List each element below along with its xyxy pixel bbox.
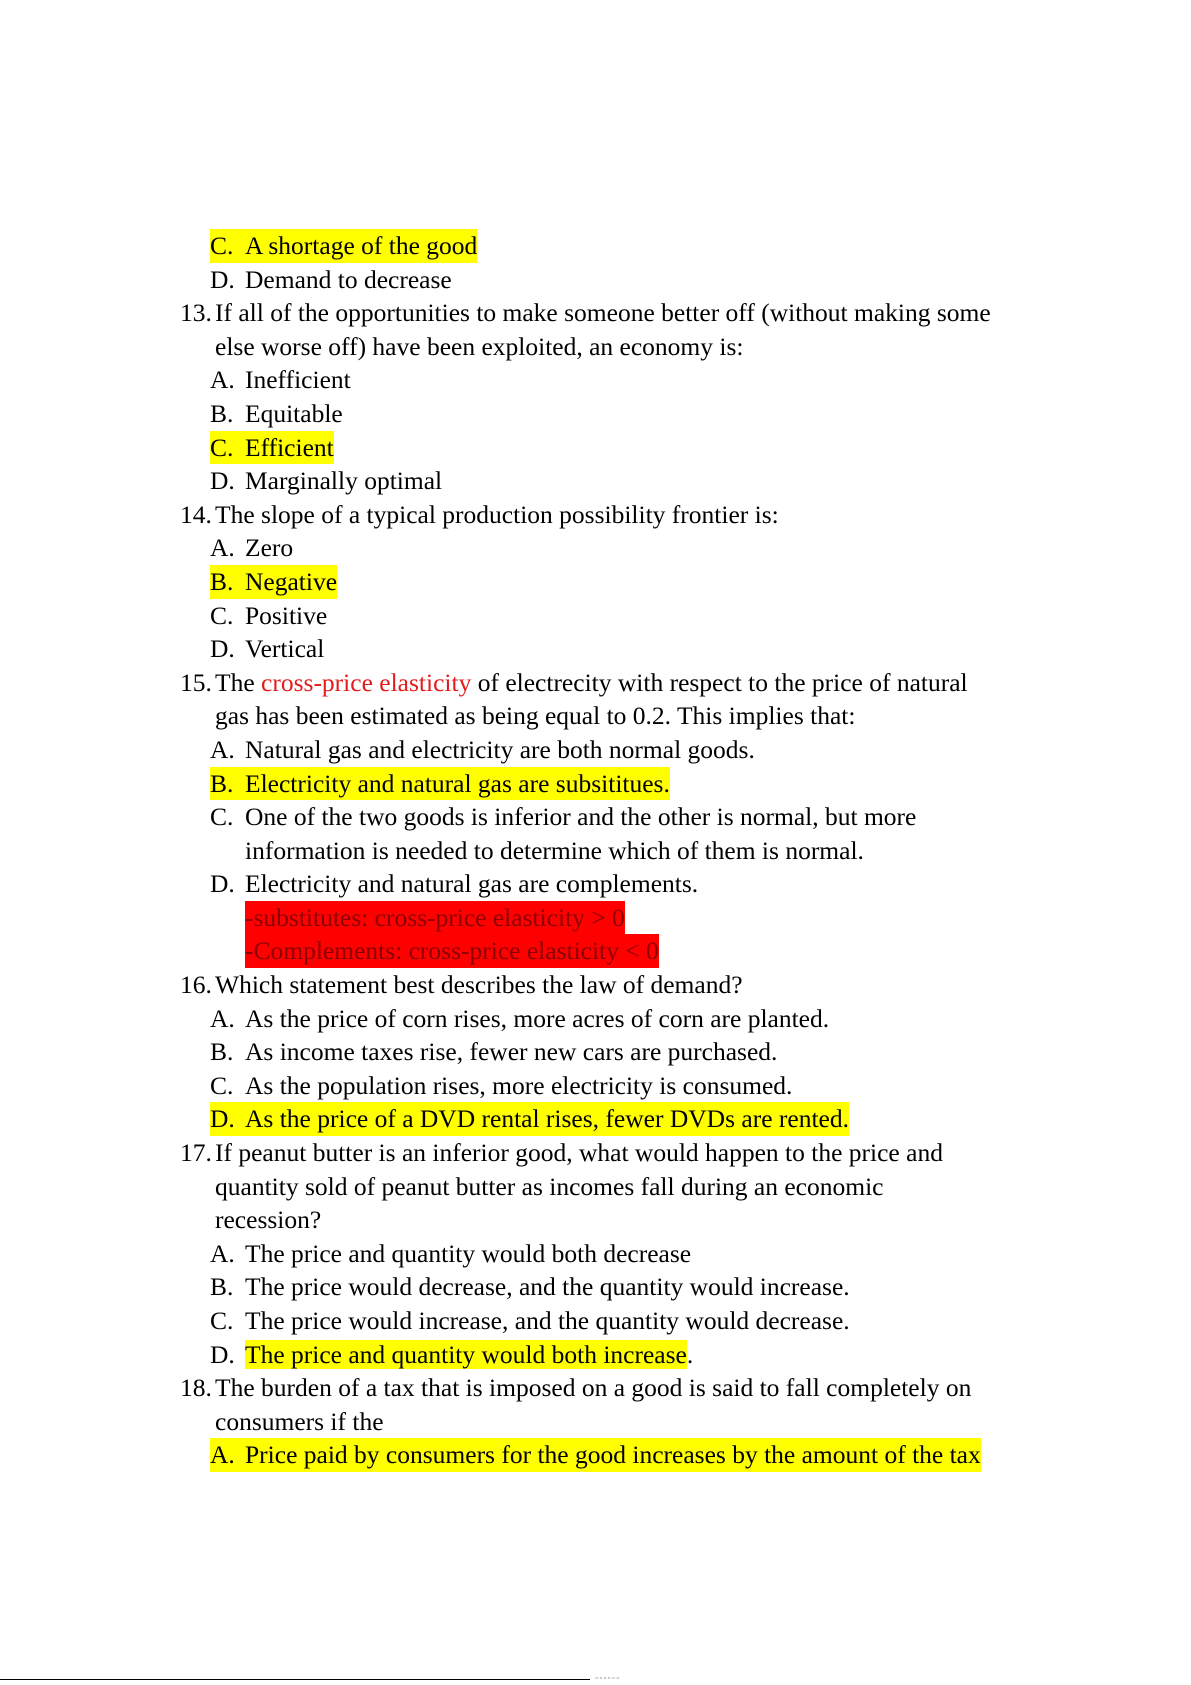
q17-option-a [0, 1237, 1191, 1271]
option-text: Zero [245, 533, 294, 563]
option-letter: D. [210, 869, 235, 899]
option-text: Price paid by consumers for the good increases by the amount of the tax [245, 1438, 981, 1472]
q15-note-complements [0, 934, 1191, 968]
q18-question-line-1 [0, 1371, 1191, 1405]
option-text: As the price of corn rises, more acres of corn are planted. [245, 1003, 830, 1033]
question-text: If all of the opportunities to make someone better off (without making some [215, 298, 991, 328]
option-text: As the population rises, more electricity is consumed. [245, 1070, 793, 1100]
q17-option-b [0, 1270, 1191, 1304]
q16-option-c [0, 1069, 1191, 1103]
option-text: Equitable [245, 398, 343, 428]
q14-option-a [0, 531, 1191, 565]
q12-option-d [0, 263, 1191, 297]
footer-divider [0, 1679, 590, 1680]
q13-option-c [0, 431, 1191, 465]
q13-question-line-1 [0, 296, 1191, 330]
option-letter: A. [210, 1238, 235, 1268]
question-text: The slope of a typical production possibility frontier is: [215, 499, 779, 529]
option-letter: B. [210, 565, 246, 599]
option-letter: B. [210, 1037, 234, 1067]
option-letter: D. [210, 634, 235, 664]
q18-question-line-2 [0, 1405, 1191, 1439]
option-text: One of the two goods is inferior and the other is normal, but more [245, 802, 917, 832]
q17-option-c [0, 1304, 1191, 1338]
q15-note-substitutes [0, 901, 1191, 935]
q14-option-d [0, 632, 1191, 666]
q12-option-c [0, 229, 1191, 263]
option-text: The price and quantity would both decrease [245, 1238, 692, 1268]
q13-question-line-2 [0, 330, 1191, 364]
q15-question-line-1 [0, 666, 1191, 700]
option-letter: D. [210, 264, 235, 294]
option-text: A shortage of the good [245, 229, 477, 263]
option-text: information is needed to determine which of them is normal. [245, 835, 864, 865]
question-number: 13. [180, 298, 212, 328]
option-text: Marginally optimal [245, 466, 443, 496]
option-letter: D. [210, 1339, 235, 1369]
question-number: 15. [180, 667, 212, 697]
option-text: As income taxes rise, fewer new cars are purchased. [245, 1037, 778, 1067]
option-text: Vertical [245, 634, 325, 664]
footer-marks: """""" [595, 1676, 621, 1684]
option-text: Positive [245, 600, 328, 630]
option-letter: A. [210, 1003, 235, 1033]
option-text: As the price of a DVD rental rises, fewer DVDs are rented. [245, 1102, 849, 1136]
option-text: Inefficient [245, 365, 351, 395]
option-text: Electricity and natural gas are subsititues. [245, 767, 670, 801]
option-letter: A. [210, 1438, 248, 1472]
question-text: gas has been estimated as being equal to 0.2. This implies that: [215, 701, 856, 731]
q16-option-a [0, 1002, 1191, 1036]
option-text: The price would increase, and the quantity would decrease. [245, 1306, 850, 1335]
question-number: 17. [180, 1138, 212, 1168]
option-letter: A. [210, 533, 235, 563]
question-number: 18. [180, 1373, 212, 1403]
q16-option-b [0, 1035, 1191, 1069]
question-text: If peanut butter is an inferior good, what would happen to the price and [215, 1138, 943, 1168]
option-text: Negative [245, 565, 337, 599]
answer-highlight: The price and quantity would both increase [245, 1339, 687, 1369]
option-letter: C. [210, 1070, 234, 1100]
question-text: Which statement best describes the law of demand? [215, 970, 743, 1000]
option-letter: D. [210, 1102, 248, 1136]
question-text: The burden of a tax that is imposed on a good is said to fall completely on [215, 1373, 972, 1403]
note-text: -substitutes: cross-price elasticity > 0 [245, 901, 625, 935]
option-letter: A. [210, 365, 235, 395]
option-letter: A. [210, 734, 235, 764]
q14-question-line-1 [0, 498, 1191, 532]
q16-option-d [0, 1102, 1191, 1136]
q14-option-b [0, 565, 1191, 599]
q18-option-a [0, 1438, 1191, 1472]
option-text: Demand to decrease [245, 264, 452, 294]
highlighted-term: cross-price elasticity [261, 667, 472, 697]
question-text-end: of electrecity with respect to the price of natural [471, 667, 968, 697]
option-letter: B. [210, 1272, 234, 1302]
option-letter: C. [210, 600, 234, 630]
question-text [215, 666, 968, 700]
option-letter: B. [210, 767, 246, 801]
option-text: Electricity and natural gas are complements. [245, 869, 699, 899]
q13-option-b [0, 397, 1191, 431]
question-text: quantity sold of peanut butter as incomes fall during an economic [215, 1171, 884, 1201]
q15-option-b [0, 767, 1191, 801]
option-text: Natural gas and electricity are both normal goods. [245, 734, 755, 764]
trailing-period: . [686, 1339, 694, 1369]
q15-option-c-continued [0, 834, 1191, 868]
note-text: -Complements: cross-price elasticity < 0 [245, 934, 659, 968]
question-number: 16. [180, 970, 212, 1000]
question-text-start: The [215, 667, 262, 697]
q16-question-line-1 [0, 968, 1191, 1002]
option-text [245, 1338, 693, 1372]
q15-option-c [0, 800, 1191, 834]
option-letter: C. [210, 229, 246, 263]
q14-option-c [0, 599, 1191, 633]
option-letter: C. [210, 431, 246, 465]
q17-question-line-3 [0, 1203, 1191, 1237]
q15-option-a [0, 733, 1191, 767]
option-text: Efficient [245, 431, 334, 465]
q13-option-a [0, 363, 1191, 397]
option-letter: C. [210, 802, 234, 832]
q15-question-line-2 [0, 699, 1191, 733]
q17-option-d [0, 1338, 1191, 1372]
option-letter: B. [210, 398, 234, 428]
question-number: 14. [180, 499, 212, 529]
q13-option-d [0, 464, 1191, 498]
q15-option-d [0, 867, 1191, 901]
option-letter: C. [210, 1306, 234, 1335]
quiz-content [0, 229, 1191, 1472]
question-text: consumers if the [215, 1406, 384, 1436]
option-text: The price would decrease, and the quantity would increase. [245, 1272, 850, 1302]
question-text: else worse off) have been exploited, an economy is: [215, 331, 744, 361]
question-text: recession? [215, 1205, 322, 1235]
option-letter: D. [210, 466, 235, 496]
q17-question-line-2 [0, 1170, 1191, 1204]
q17-question-line-1 [0, 1136, 1191, 1170]
